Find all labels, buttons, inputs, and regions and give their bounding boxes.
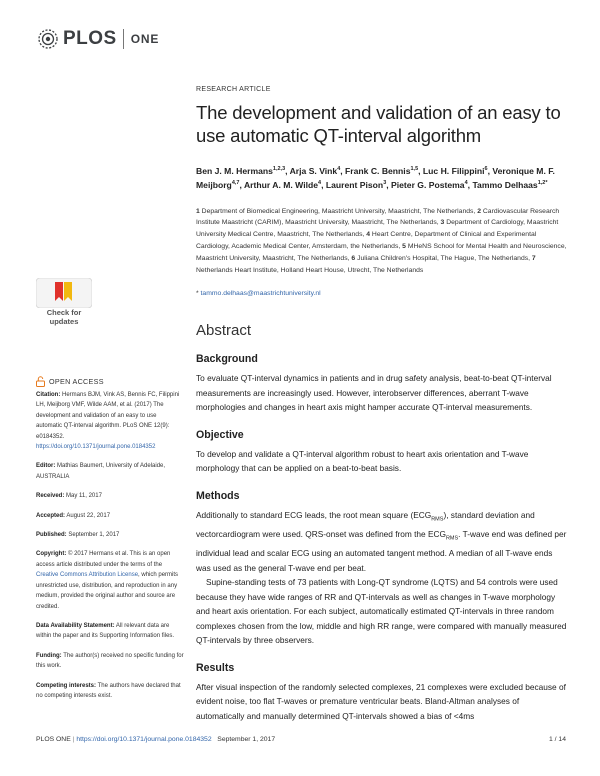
article-main-column <box>196 86 568 723</box>
article-type-label: RESEARCH ARTICLE <box>196 86 271 93</box>
data-availability-block: Data Availability Statement: All relevant data are within the paper and its Supporting Information files. <box>36 622 175 640</box>
section-heading-results: Results <box>196 661 235 674</box>
author[interactable]: Arthur A. M. Wilde$^4$ <box>243 180 322 191</box>
plos-logo-icon <box>36 27 60 51</box>
background-paragraph: To evaluate QT-interval dynamics in patients and in drug safety analysis, beat-to-beat QT-interval measurements are increasingly used. However, interobserver differences, aberrant T-wave morphologies and changes in heart axis might hamper accurate QT-interval measurements. <box>196 373 552 413</box>
footer-journal: PLOS ONE <box>36 736 71 743</box>
logo-journal-name: ONE <box>130 32 160 46</box>
logo-divider <box>123 29 124 49</box>
email-link[interactable]: tammo.delhaas@maastrichtuniversity.nl <box>200 290 321 298</box>
author[interactable]: Ben J. M. Hermans$^{1,2,3}$ <box>196 165 286 176</box>
funding-block: Funding: The author(s) received no specific funding for this work. <box>36 652 184 670</box>
copyright-block: Copyright: © 2017 Hermans et al. This is an open access article distributed under the terms of the Creative Commons Attribution License, which permits unrestricted use, distribution, and reproduction in any medium, provided the original author and source are credited. <box>36 551 179 610</box>
published-block: Published: September 1, 2017 <box>36 532 120 539</box>
author[interactable]: Laurent Pison$^3$ <box>325 180 387 191</box>
author[interactable]: Arja S. Vink$^4$ <box>289 165 341 176</box>
received-block: Received: May 11, 2017 <box>36 493 102 500</box>
accepted-block: Accepted: August 22, 2017 <box>36 512 111 519</box>
bookmark-ribbon-icon <box>36 278 92 308</box>
citation-doi-link[interactable]: https://doi.org/10.1371/journal.pone.0184352 <box>36 444 156 451</box>
author[interactable]: Luc H. Filippini$^6$ <box>422 165 488 176</box>
author[interactable]: Pieter G. Postema$^4$ <box>391 180 468 191</box>
objective-paragraph: To develop and validate a QT-interval algorithm robust to heart axis orientation and T-wave morphology that can be applied on a beat-to-beat basis. <box>196 448 529 474</box>
section-heading-objective: Objective <box>196 428 244 441</box>
affiliations: 1 Department of Biomedical Engineering, Maastricht University, Maastricht, The Netherlands, 2 Cardiovascular Research Institute Maastricht (CARIM), Maastricht University, Maastricht, The Netherlands, 3 Department of Cardiology, Maastricht University Medical Centre, Maastricht, The Netherlands, 4 Heart Centre, Department of Clinical and Experimental Cardiology, Academic Medical Center, Amsterdam, the Netherlands, 5 MHeNS School for Mental Health and Neuroscience, Maastricht University, Maastricht, The Netherlands, 6 Juliana Children's Hospital, The Hague, The Netherlands, 7 Netherlands Heart Institute, Holland Heart House, Utrecht, The Netherlands <box>196 207 567 274</box>
author[interactable]: Tammo Delhaas$^{1,2*}$ <box>472 180 548 191</box>
author-list: Ben J. M. Hermans$^{1,2,3}$, Arja S. Vink$^4$, Frank C. Bennis$^{1,5}$, Luc H. Filippini$^6$, Veronique M. F. Meijborg$^{4,7}$, Arthur A. M. Wilde$^4$, Laurent Pison$^3$, Pieter G. Postema$^4$, Tammo Delhaas$^{1,2*}$ <box>196 165 555 191</box>
footer-date: September 1, 2017 <box>217 736 276 743</box>
methods-paragraph-2: Supine-standing tests of 73 patients with Long-QT syndrome (LQTS) and 54 controls were used because they have wide ranges of RR and QT-intervals as well as changes in T-wave morphology and heart axis orientation. For each subject, automatically estimated QT-intervals in three random complexes chosen from the low, middle and high RR range, were compared with manually measured QT-intervals by three observers. <box>196 577 567 646</box>
author[interactable]: Veronique M. F. Meijborg$^{4,7}$ <box>196 165 555 191</box>
author[interactable]: Frank C. Bennis$^{1,5}$ <box>345 165 419 176</box>
competing-interests-block: Competing interests: The authors have declared that no competing interests exist. <box>36 682 181 699</box>
logo-wordmark: PLOS <box>63 28 117 49</box>
open-lock-icon <box>36 376 45 387</box>
abstract-heading: Abstract <box>196 322 252 340</box>
page-footer: PLOS ONE | https://doi.org/10.1371/journal.pone.0184352 September 1, 2017 1 / 14 <box>36 736 566 743</box>
check-for-updates-label[interactable]: Check for updates <box>46 308 82 326</box>
article-title: The development and validation of an easy to use automatic QT-interval algorithm <box>196 102 561 146</box>
section-heading-methods: Methods <box>196 489 240 502</box>
citation-block: Citation: Hermans BJM, Vink AS, Bennis FC, Filippini LH, Meijborg VMF, Wilde AAM, et al. (2017) The development and validation of an easy to use automatic QT-interval algorithm. PLoS ONE 12(9): e0184352. https://doi.org/10.1371/journal.pone.0184352 <box>36 392 180 451</box>
plos-logo[interactable] <box>36 26 159 52</box>
footer-doi-link[interactable]: https://doi.org/10.1371/journal.pone.0184352 <box>76 736 212 743</box>
editor-block: Editor: Mathias Baumert, University of Adelaide, AUSTRALIA <box>36 463 166 480</box>
methods-paragraph: Additionally to standard ECG leads, the root mean square $(ECG_{RMS})$, standard deviation and vectorcardiogram were used. QRS-onset was defined from the $ECG_{RMS}$. T-wave end was defined per individual lead and scalar ECG using an automated tangent method. A median of all T-wave ends was used as the general T-wave end per beat. <box>196 509 567 573</box>
corresponding-email[interactable]: * tammo.delhaas@maastrichtuniversity.nl <box>196 290 321 298</box>
license-link[interactable]: Creative Commons Attribution License <box>36 572 139 579</box>
article-metadata-sidebar <box>36 390 184 710</box>
results-paragraph: After visual inspection of the randomly selected complexes, 21 complexes were excluded because of evident noise, too flat T-waves or premature ventricular beats. Bland-Altman analyses of automatically and manually determined QT-intervals showed a bias of <4ms <box>196 681 566 721</box>
page-number: 1 / 14 <box>548 736 566 743</box>
open-access-label: OPEN ACCESS <box>36 376 104 387</box>
section-heading-background: Background <box>196 353 258 366</box>
